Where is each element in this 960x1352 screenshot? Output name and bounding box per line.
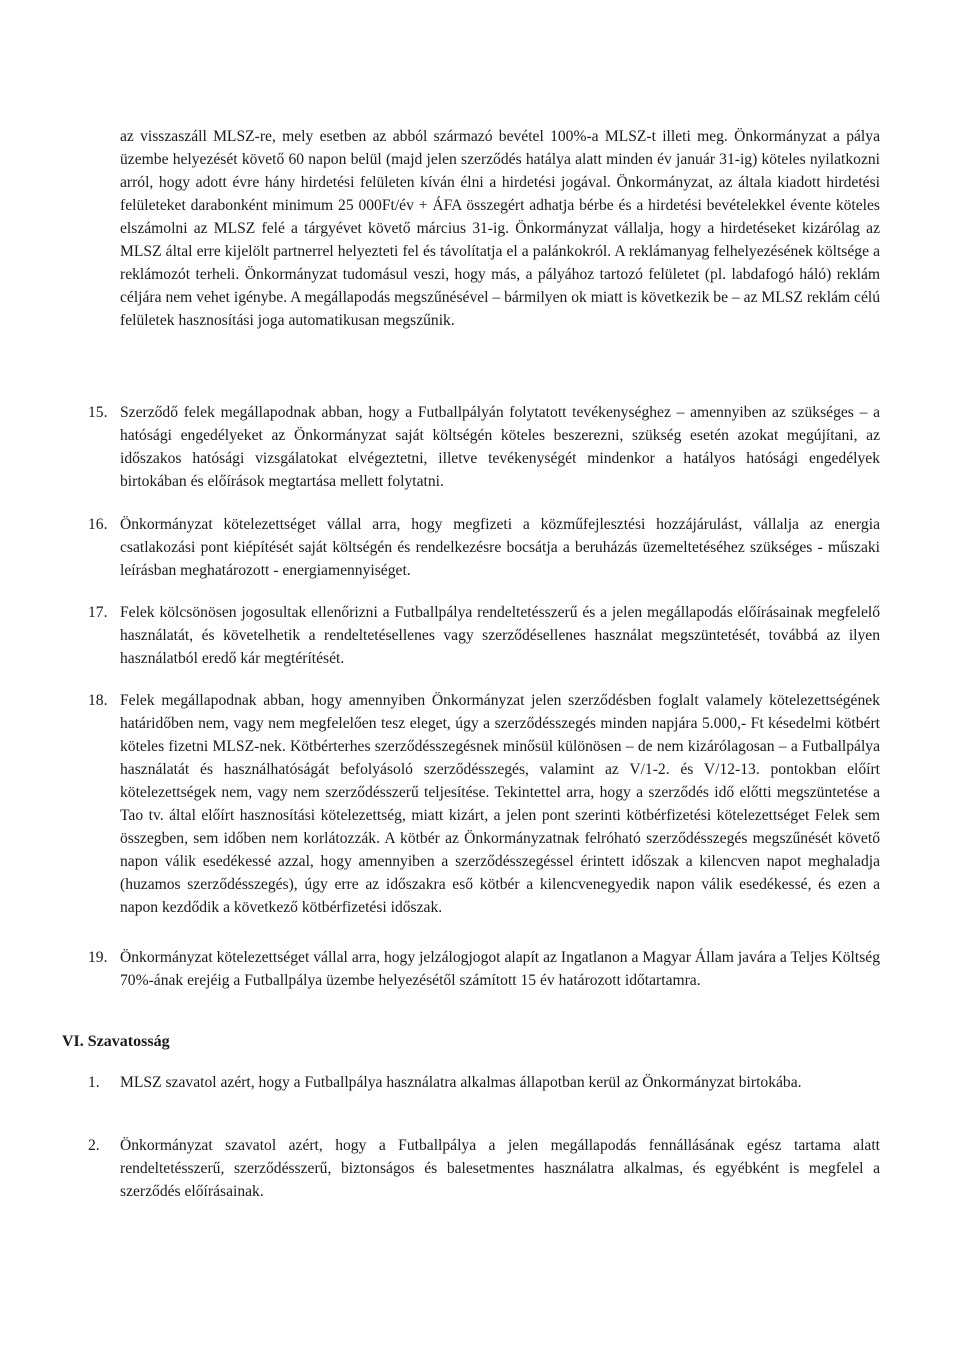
clause-text: Felek megállapodnak abban, hogy amennyiben Önkormányzat jelen szerződésben foglalt valamely kötelezettségének határidőben nem, vagy nem megfelelően tesz eleget, úgy a szerződésszegés minden napjára 5.000,- Ft késedelmi kötbért köteles fizetni MLSZ-nek. Kötbérterhes szerződésszegésnek minősül különösen – de nem kizárólagosan – a Futballpálya használatát és használhatóságát befolyásoló szerződésszegés, valamint az V/1-2. és V/12-13. pontokban előírt kötelezettségek nem, vagy nem szerződésszerű teljesítése. Tekintettel arra, hogy a szerződés idő előtti megszüntetése a Tao tv. által előírt hasznosítási kötelezettség, miatt kizárt, a jelen pont szerinti kötbérfizetési kötelezettséget Felek sem összegben, sem időben nem korlátozzák. A kötbér az Önkormányzatnak felróható szerződésszegés megszűnését követő napon válik esedékessé azzal, hogy amennyiben a szerződésszegéssel érintett időszak a kilencven napot meghaladja (huzamos szerződésszegés), úgy erre az időszakra eső kötbér a kilencvenegyedik napon válik esedékessé, és ezen a napon kezdődik a következő kötbérfizetési időszak. (120, 692, 880, 916)
warranty-1 (88, 1071, 880, 1094)
clause-19 (88, 946, 880, 992)
warranty-2 (88, 1134, 880, 1203)
clause-text: Felek kölcsönösen jogosultak ellenőrizni a Futballpálya rendeltetésszerű és a jelen megállapodás előírásainak megfelelő használatát, és követelhetik a rendeltetésellenes vagy szerződésellenes használat megszüntetését, továbbá az ilyen használatból eredő kár megtérítését. (120, 604, 880, 667)
intro-paragraph: az visszaszáll MLSZ-re, mely esetben az abból származó bevétel 100%-a MLSZ-t illeti meg. Önkormányzat a pálya üzembe helyezését követő 60 napon belül (majd jelen szerződés hatálya alatt minden év január 31-ig) köteles nyilatkozni arról, hogy adott évre hány hirdetési felületen kíván élni a hirdetési jogával. Önkormányzat, az általa kiadott hirdetési felületeket darabonként minimum 25 000Ft/év + ÁFA összegért adhatja bérbe és a hirdetési bevételekkel évente köteles elszámolni az MLSZ felé a tárgyévet követő március 31-ig. Önkormányzat vállalja, hogy a hirdetéseket kizárólag az MLSZ által erre kijelölt partnerrel helyezteti fel és távolítatja el a palánkokról. A reklámanyag felhelyezésének költsége a reklámozót terheli. Önkormányzat tudomásul veszi, hogy más, a pályához tartozó felületet (pl. labdafogó háló) reklám céljára nem vehet igénybe. A megállapodás megszűnésével – bármilyen ok miatt is következik be – az MLSZ reklám célú felületek hasznosítási joga automatikusan megszűnik. (120, 128, 880, 329)
clause-number: 16. (88, 516, 108, 533)
section-heading: VI. Szavatosság (62, 1033, 170, 1050)
clause-text: Önkormányzat kötelezettséget vállal arra, hogy jelzálogjogot alapít az Ingatlanon a Magyar Állam javára a Teljes Költség 70%-ának erejéig a Futballpálya üzembe helyezésétől számított 15 év határozott időtartamra. (120, 949, 880, 989)
clause-17 (88, 601, 880, 670)
clause-18 (88, 689, 880, 919)
clause-text: Önkormányzat kötelezettséget vállal arra, hogy megfizeti a közműfejlesztési hozzájárulást, vállalja az energia csatlakozási pont kiépítését saját költségén és rendelkezésre bocsátja a beruházás üzemeltetéséhez szükséges - műszaki leírásban meghatározott - energiamennyiséget. (120, 516, 880, 579)
warranty-text: MLSZ szavatol azért, hogy a Futballpálya használatra alkalmas állapotban kerül az Önkormányzat birtokába. (120, 1074, 802, 1091)
clause-number: 19. (88, 949, 108, 966)
clause-15 (88, 401, 880, 493)
clause-number: 18. (88, 692, 108, 709)
warranty-text: Önkormányzat szavatol azért, hogy a Futballpálya a jelen megállapodás fennállásának egész tartama alatt rendeltetésszerű, szerződésszerű, biztonságos és balesetmentes használatra alkalmas, és egyébként is megfelel a szerződés előírásainak. (120, 1137, 880, 1200)
clause-number: 17. (88, 604, 108, 621)
warranty-number: 1. (88, 1074, 100, 1091)
warranty-number: 2. (88, 1137, 100, 1154)
clause-16 (88, 513, 880, 582)
clause-number: 15. (88, 404, 108, 421)
clause-text: Szerződő felek megállapodnak abban, hogy a Futballpályán folytatott tevékenységhez – amennyiben az szükséges – a hatósági engedélyeket az Önkormányzat saját költségén köteles beszerezni, szükség esetén azokat megújítani, az időszakos hatósági vizsgálatokat elvégeztetni, illetve tevékenységét mindenkor a hatályos hatósági engedélyek birtokában és előírások megtartása mellett folytatni. (120, 404, 880, 490)
